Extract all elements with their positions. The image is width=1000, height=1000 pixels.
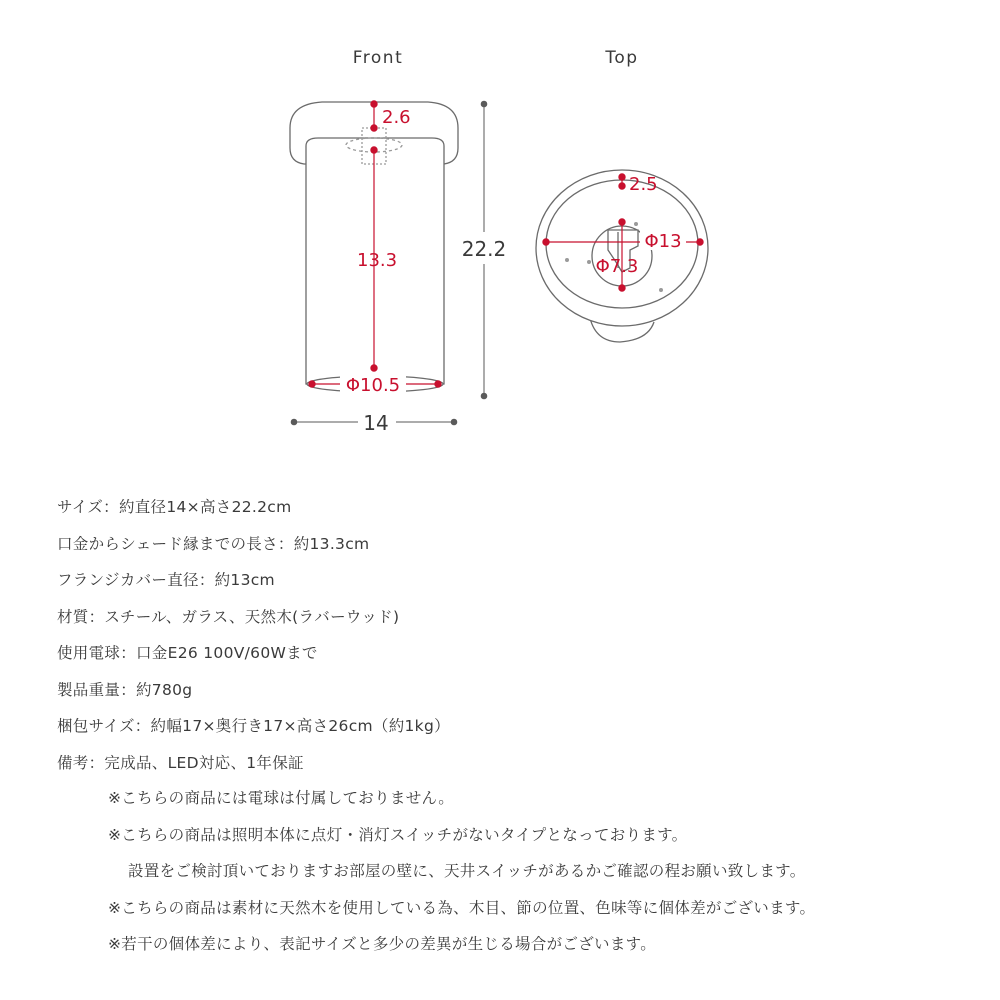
front-view-title: Front	[352, 48, 404, 68]
dimension-diagram	[0, 0, 1000, 470]
spec-package-size: 梱包サイズ：約幅17×奥行き17×高さ26cm（約1kg）	[57, 717, 450, 735]
inner-diameter-label: Φ7.3	[595, 256, 639, 277]
flange-diameter-label: Φ13	[644, 231, 682, 252]
spec-socket-length: 口金からシェード縁までの長さ：約13.3cm	[57, 534, 370, 553]
spec-bulb: 使用電球：口金E26 100V/60Wまで	[57, 644, 318, 662]
spec-list	[57, 489, 977, 781]
top-view-title: Top	[605, 48, 639, 68]
spec-remarks: 備考：完成品、LED対応、1年保証	[57, 753, 304, 772]
note-switch-check: 設置をご検討頂いておりますお部屋の壁に、天井スイッチがあるかご確認の程お願い致します。	[128, 862, 806, 880]
note-no-switch: ※こちらの商品は照明本体に点灯・消灯スイッチがないタイプとなっております。	[108, 825, 688, 844]
spec-material: 材質：スチール、ガラス、天然木(ラバーウッド)	[57, 607, 400, 626]
spec-size: サイズ：約直径14×高さ22.2cm	[57, 498, 292, 516]
socket-to-shade-label: 13.3	[357, 250, 398, 271]
notes-list	[108, 780, 988, 963]
total-height-label: 22.2	[461, 237, 507, 261]
top-flange-depth-label: 2.5	[629, 174, 658, 195]
note-bulb-not-included: ※こちらの商品には電球は付属しておりません。	[108, 789, 455, 807]
width-label: 14	[363, 411, 389, 435]
note-natural-wood: ※こちらの商品は素材に天然木を使用している為、木目、節の位置、色味等に個体差がございます。	[108, 898, 816, 917]
flange-height-label: 2.6	[382, 107, 411, 128]
spec-flange-diameter: フランジカバー直径：約13cm	[57, 571, 275, 589]
note-size-variance: ※若干の個体差により、表記サイズと多少の差異が生じる場合がございます。	[108, 935, 657, 953]
spec-weight: 製品重量：約780g	[57, 680, 193, 699]
shade-diameter-label: Φ10.5	[345, 375, 401, 396]
